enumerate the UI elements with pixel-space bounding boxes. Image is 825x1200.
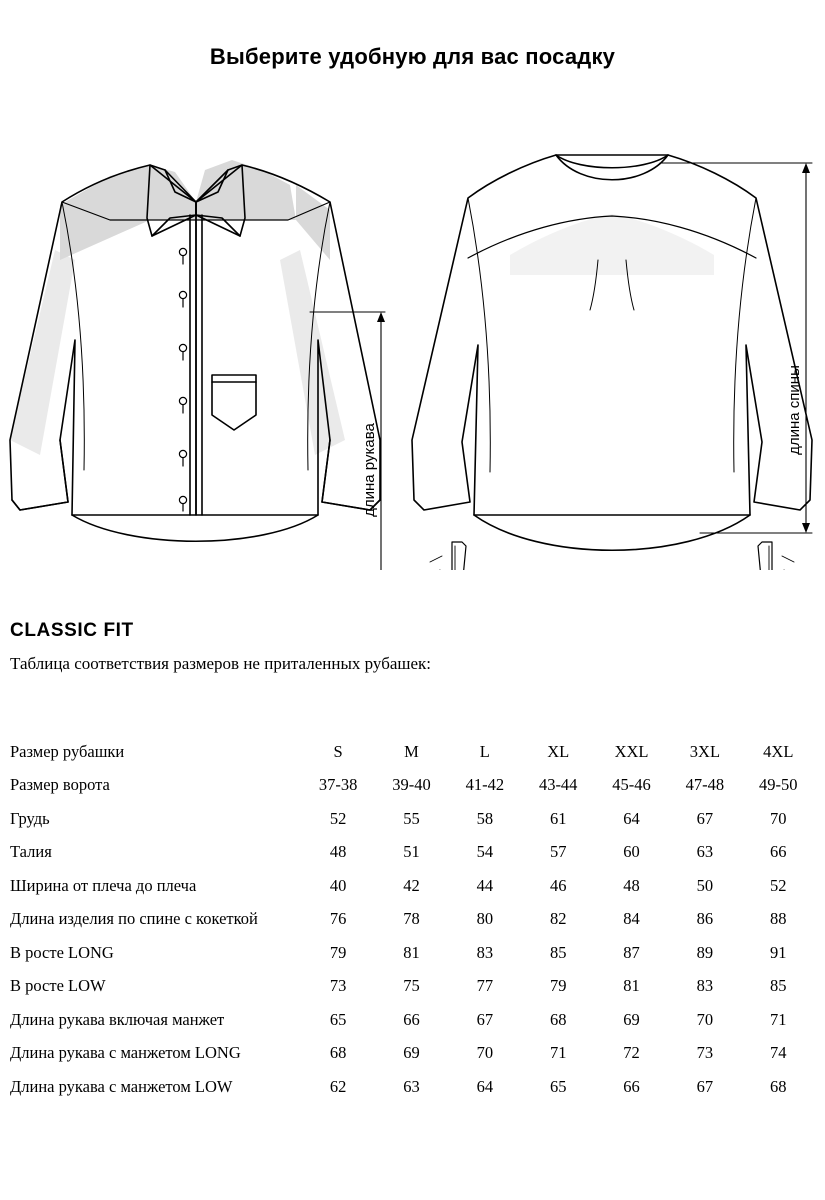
back-measure-label: длина спины xyxy=(786,365,803,455)
cell-value: 64 xyxy=(623,808,640,828)
table-row xyxy=(10,903,815,937)
cell-value: 68 xyxy=(770,1076,787,1096)
cell-value: 67 xyxy=(696,808,714,828)
cell-value: 85 xyxy=(549,942,567,962)
cell-value: 60 xyxy=(623,842,640,862)
cell-value: 51 xyxy=(403,842,420,862)
cell-value: 68 xyxy=(549,1009,567,1029)
cell-value: 70 xyxy=(770,808,787,828)
cell-value: 67 xyxy=(476,1009,494,1029)
cell-value: 37-38 xyxy=(318,775,358,795)
cell-value: 91 xyxy=(770,942,787,962)
cell-value: 63 xyxy=(696,842,714,862)
row-label: Длина рукава включая манжет xyxy=(10,1009,225,1029)
back-shirt-technical-drawing xyxy=(412,155,812,570)
table-row xyxy=(10,1003,815,1037)
cell-value: 52 xyxy=(329,808,347,828)
front-shirt-technical-drawing xyxy=(10,160,380,541)
row-label: Ширина от плеча до плеча xyxy=(10,875,197,895)
cell-value: 74 xyxy=(770,1043,787,1063)
row-label: Размер рубашки xyxy=(10,741,125,761)
cell-value: 81 xyxy=(623,976,640,996)
cell-value: 50 xyxy=(696,875,714,895)
cell-value: 40 xyxy=(329,875,347,895)
sleeve-measure-label: длина рукава xyxy=(361,423,378,517)
cell-value: 76 xyxy=(329,909,347,929)
cell-value: 82 xyxy=(549,909,567,929)
cell-value: 77 xyxy=(476,976,494,996)
cell-value: 65 xyxy=(329,1009,347,1029)
cell-value: 57 xyxy=(549,842,567,862)
cell-value: 41-42 xyxy=(465,775,505,795)
row-label: Талия xyxy=(10,842,52,862)
cell-value: 63 xyxy=(403,1076,420,1096)
cell-value: M xyxy=(404,741,419,761)
cell-value: 81 xyxy=(403,942,420,962)
cell-value: 66 xyxy=(623,1076,640,1096)
cell-value: 83 xyxy=(476,942,494,962)
row-label: Грудь xyxy=(10,808,50,828)
cell-value: 65 xyxy=(549,1076,567,1096)
cell-value: 83 xyxy=(696,976,714,996)
cell-value: 78 xyxy=(403,909,420,929)
cell-value: 88 xyxy=(770,909,787,929)
cell-value: 72 xyxy=(623,1043,640,1063)
cell-value: 75 xyxy=(403,976,420,996)
cell-value: 71 xyxy=(549,1043,567,1063)
table-header-row xyxy=(10,735,815,769)
row-label: Длина рукава с манжетом LOW xyxy=(10,1076,233,1096)
cell-value: 73 xyxy=(696,1043,714,1063)
cell-value: 69 xyxy=(403,1043,420,1063)
fit-heading: CLASSIC FIT xyxy=(10,620,134,641)
cell-value: 3XL xyxy=(689,741,721,761)
cell-value: 52 xyxy=(770,875,787,895)
size-table xyxy=(10,735,815,1104)
table-row xyxy=(10,769,815,803)
table-row xyxy=(10,970,815,1004)
cell-value: 47-48 xyxy=(685,775,725,795)
cell-value: 84 xyxy=(623,909,640,929)
row-label: В росте LONG xyxy=(10,942,114,962)
table-row xyxy=(10,936,815,970)
cell-value: S xyxy=(333,741,343,761)
cell-value: 45-46 xyxy=(612,775,651,795)
cell-value: 66 xyxy=(770,842,787,862)
cell-value: 44 xyxy=(476,875,494,895)
cell-value: 68 xyxy=(329,1043,347,1063)
cell-value: 62 xyxy=(329,1076,347,1096)
shirt-illustration xyxy=(0,110,825,570)
table-row xyxy=(10,1037,815,1071)
cell-value: 71 xyxy=(770,1009,787,1029)
cell-value: 70 xyxy=(696,1009,714,1029)
cell-value: 66 xyxy=(403,1009,420,1029)
table-row xyxy=(10,836,815,870)
cell-value: 58 xyxy=(476,808,494,828)
row-label: Размер ворота xyxy=(10,775,110,795)
cell-value: 4XL xyxy=(763,741,794,761)
cell-value: 39-40 xyxy=(392,775,431,795)
cell-value: 79 xyxy=(549,976,567,996)
size-table-body xyxy=(10,735,815,1104)
cell-value: 48 xyxy=(329,842,347,862)
cell-value: XL xyxy=(547,741,570,761)
cell-value: 86 xyxy=(696,909,714,929)
fit-subtitle: Таблица соответствия размеров не приталенных рубашек: xyxy=(10,654,432,673)
cell-value: 70 xyxy=(476,1043,494,1063)
page-title: Выберите удобную для вас посадку xyxy=(209,44,616,69)
cell-value: 49-50 xyxy=(759,775,798,795)
cell-value: 48 xyxy=(623,875,640,895)
back-length-dimension xyxy=(660,163,812,533)
cell-value: 67 xyxy=(696,1076,714,1096)
cell-value: 80 xyxy=(476,909,494,929)
cell-value: L xyxy=(479,741,490,761)
table-row xyxy=(10,1070,815,1104)
table-row xyxy=(10,869,815,903)
cell-value: 69 xyxy=(623,1009,640,1029)
cell-value: 64 xyxy=(476,1076,494,1096)
cell-value: 46 xyxy=(549,875,567,895)
cell-value: 79 xyxy=(329,942,347,962)
row-label: Длина изделия по спине с кокеткой xyxy=(10,909,258,929)
cell-value: 42 xyxy=(403,875,420,895)
cell-value: XXL xyxy=(614,741,649,761)
cell-value: 73 xyxy=(329,976,347,996)
cell-value: 43-44 xyxy=(538,775,578,795)
row-label: Длина рукава с манжетом LONG xyxy=(10,1043,241,1063)
cell-value: 61 xyxy=(549,808,567,828)
cell-value: 54 xyxy=(476,842,494,862)
table-row xyxy=(10,802,815,836)
cell-value: 89 xyxy=(696,942,714,962)
cell-value: 87 xyxy=(623,942,640,962)
row-label: В росте LOW xyxy=(10,976,106,996)
cell-value: 55 xyxy=(403,808,420,828)
cell-value: 85 xyxy=(770,976,787,996)
